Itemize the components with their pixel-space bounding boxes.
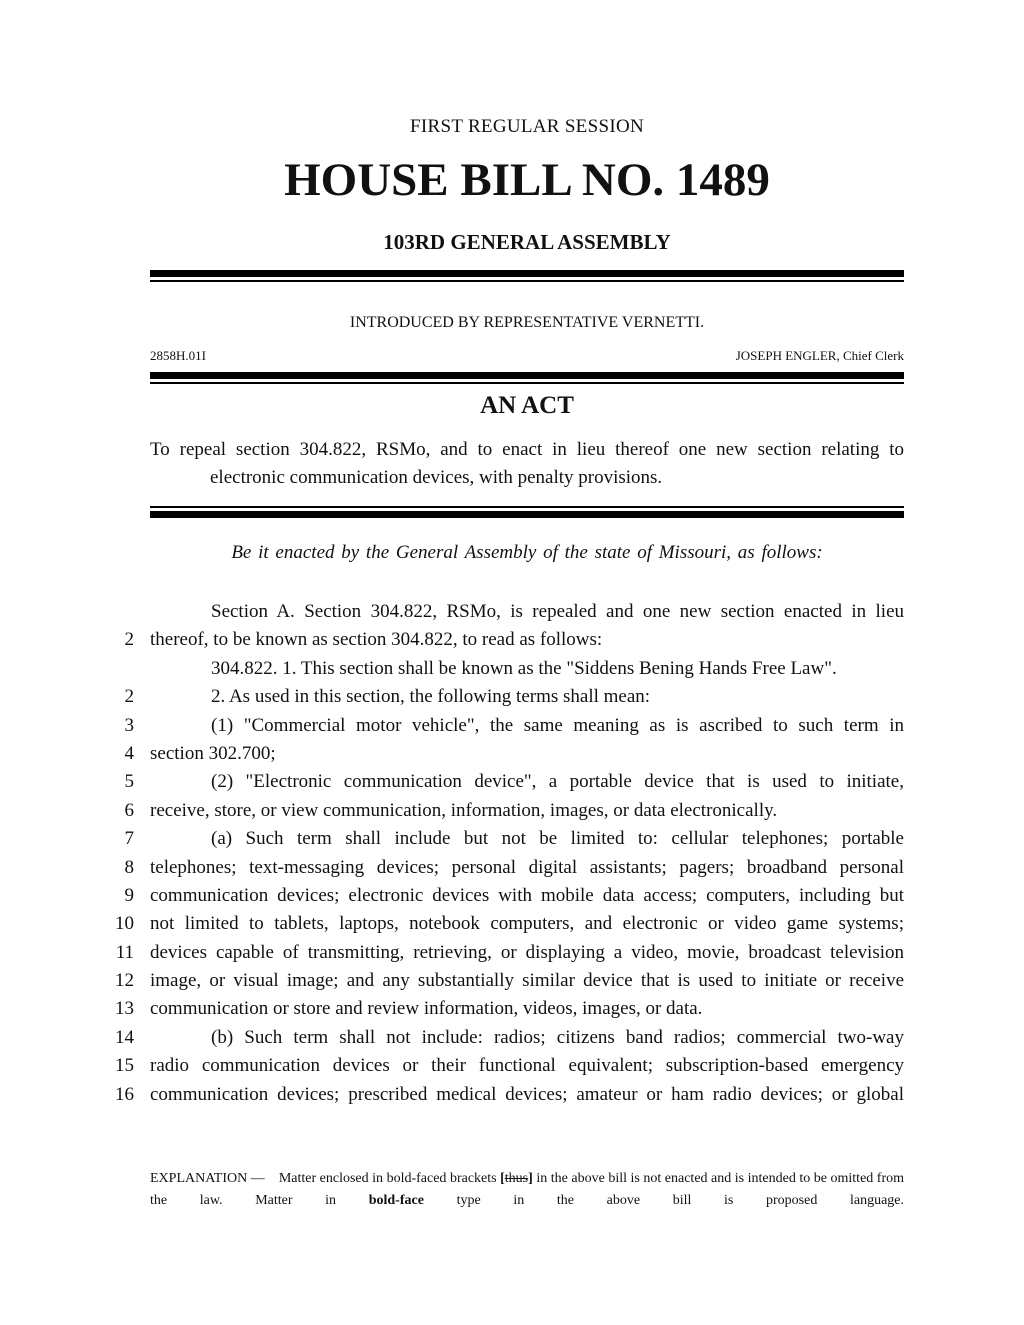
explanation-part-2: in the above bill is not enacted and is intended to be omitted from the law. Matter in bbox=[150, 1171, 905, 1208]
line-number: 7 bbox=[124, 828, 134, 850]
line-text: (2) "Electronic communication device", a portable device that is used to initiate, bbox=[211, 771, 904, 793]
body-line bbox=[0, 655, 1024, 683]
line-text: thereof, to be known as section 304.822, to read as follows: bbox=[150, 629, 603, 651]
bold-face-word: bold-face bbox=[368, 1193, 424, 1208]
line-text: communication devices; electronic devices with mobile data access; computers, including but bbox=[150, 884, 904, 906]
line-text: radio communication devices or their functional equivalent; subscription-based emergency bbox=[150, 1055, 904, 1077]
body-line bbox=[0, 797, 1024, 825]
body-line bbox=[0, 1024, 1024, 1052]
line-text: communication devices; prescribed medical devices; amateur or ham radio devices; or global bbox=[150, 1083, 904, 1105]
act-purpose bbox=[150, 436, 904, 492]
line-number: 16 bbox=[115, 1083, 134, 1105]
line-number: 15 bbox=[115, 1055, 134, 1077]
line-text: 2. As used in this section, the following terms shall mean: bbox=[211, 686, 651, 708]
line-number: 5 bbox=[124, 771, 134, 793]
bill-code: 2858H.01I bbox=[150, 348, 206, 363]
line-text: telephones; text-messaging devices; personal digital assistants; pagers; broadband personal bbox=[150, 856, 904, 878]
line-text: section 302.700; bbox=[150, 742, 276, 764]
body-line bbox=[0, 882, 1024, 910]
line-number: 2 bbox=[124, 629, 134, 651]
enacting-clause: Be it enacted by the General Assembly of the state of Missouri, as follows: bbox=[231, 542, 823, 563]
bill-body bbox=[0, 598, 1024, 1109]
body-line bbox=[0, 1052, 1024, 1080]
act-heading: AN ACT bbox=[480, 392, 574, 419]
purpose-rule bbox=[150, 506, 904, 518]
bill-title: HOUSE BILL NO. 1489 bbox=[284, 154, 770, 206]
explanation-label: EXPLANATION — bbox=[150, 1171, 265, 1186]
struck-word: thus bbox=[504, 1171, 529, 1186]
line-number: 4 bbox=[124, 742, 134, 764]
body-line bbox=[0, 626, 1024, 654]
clerk-rule bbox=[150, 372, 904, 384]
explanation-part-1: Matter enclosed in bold-faced brackets bbox=[278, 1171, 497, 1186]
body-line bbox=[0, 1081, 1024, 1109]
line-number: 14 bbox=[115, 1026, 134, 1048]
body-line bbox=[0, 910, 1024, 938]
header-rule bbox=[150, 270, 904, 282]
body-line bbox=[0, 825, 1024, 853]
body-line bbox=[0, 598, 1024, 626]
body-line bbox=[0, 967, 1024, 995]
session-label: FIRST REGULAR SESSION bbox=[410, 116, 644, 137]
line-number: 3 bbox=[124, 714, 134, 736]
line-number: 8 bbox=[124, 856, 134, 878]
line-number: 11 bbox=[115, 941, 134, 963]
purpose-line-2: electronic communication devices, with penalty provisions. bbox=[210, 467, 663, 488]
explanation-part-3: type in the above bill is proposed language. bbox=[456, 1193, 905, 1208]
line-number: 13 bbox=[115, 998, 134, 1020]
body-line bbox=[0, 995, 1024, 1023]
chief-clerk: JOSEPH ENGLER, Chief Clerk bbox=[735, 348, 904, 363]
purpose-line-1: To repeal section 304.822, RSMo, and to enact in lieu thereof one new section relating to bbox=[150, 439, 904, 460]
line-number: 10 bbox=[115, 913, 134, 935]
body-line bbox=[0, 683, 1024, 711]
line-text: not limited to tablets, laptops, notebook computers, and electronic or video game systems; bbox=[150, 913, 904, 935]
line-text: (a) Such term shall include but not be limited to: cellular telephones; portable bbox=[211, 828, 904, 850]
line-number: 2 bbox=[124, 686, 134, 708]
bracket-close: ] bbox=[528, 1171, 533, 1186]
body-line bbox=[0, 740, 1024, 768]
body-line bbox=[0, 854, 1024, 882]
line-text: image, or visual image; and any substantially similar device that is used to initiate or receive bbox=[150, 970, 904, 992]
bracket-open: [ bbox=[500, 1171, 505, 1186]
line-text: (b) Such term shall not include: radios; citizens band radios; commercial two-way bbox=[211, 1026, 904, 1048]
explanation-note bbox=[150, 1168, 904, 1212]
assembly-label: 103RD GENERAL ASSEMBLY bbox=[383, 230, 671, 254]
body-line bbox=[0, 768, 1024, 796]
line-text: receive, store, or view communication, information, images, or data electronically. bbox=[150, 799, 778, 821]
line-number: 6 bbox=[124, 799, 134, 821]
line-text: 304.822. 1. This section shall be known as the "Siddens Bening Hands Free Law". bbox=[211, 657, 837, 679]
introduced-by: INTRODUCED BY REPRESENTATIVE VERNETTI. bbox=[349, 314, 705, 331]
line-text: devices capable of transmitting, retrieving, or displaying a video, movie, broadcast television bbox=[150, 941, 904, 963]
line-text: (1) "Commercial motor vehicle", the same meaning as is ascribed to such term in bbox=[211, 714, 904, 736]
line-number: 9 bbox=[124, 884, 134, 906]
line-text: communication or store and review information, videos, images, or data. bbox=[150, 998, 703, 1020]
body-line bbox=[0, 712, 1024, 740]
line-number: 12 bbox=[115, 970, 134, 992]
body-line bbox=[0, 939, 1024, 967]
line-text: Section A. Section 304.822, RSMo, is repealed and one new section enacted in lieu bbox=[211, 601, 904, 622]
